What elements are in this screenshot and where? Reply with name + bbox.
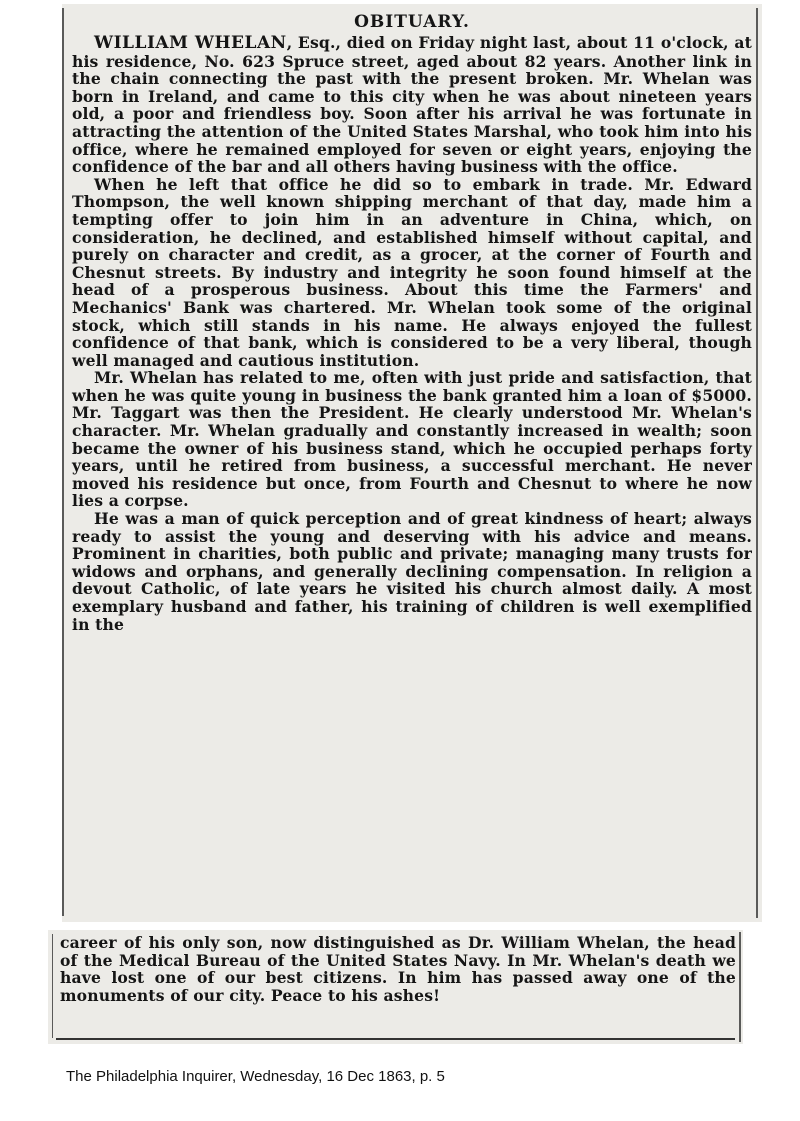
continuation-paragraph: career of his only son, now distinguished as Dr. William Whelan, the head of the Medical Bureau of the United States Navy. In Mr. Whelan's death we have lost one of our best citizens. In him has passed away one of the monuments of our city. Peace to his ashes! xyxy=(60,933,736,1005)
obituary-body xyxy=(72,12,752,633)
column-rule-right xyxy=(756,8,758,918)
deceased-name: WILLIAM WHELAN xyxy=(94,33,287,53)
continuation-body xyxy=(60,934,736,1004)
obituary-paragraph-2: When he left that office he did so to embark in trade. Mr. Edward Thompson, the well known shipping merchant of that day, made him a tempting offer to join him in an adventure in China, which, on consideration, he declined, and established himself without capital, and purely on character and credit, as a grocer, at the corner of Fourth and Chesnut streets. By industry and integrity he soon found himself at the head of a prosperous business. About this time the Farmers' and Mechanics' Bank was chartered. Mr. Whelan took some of the original stock, which still stands in his name. He always enjoyed the fullest confidence of that bank, which is considered to be a very liberal, though well managed and cautious institution. xyxy=(72,174,752,370)
column-rule-left xyxy=(62,8,64,916)
obituary-heading: OBITUARY. xyxy=(354,12,470,32)
obituary-clipping xyxy=(62,4,762,922)
obituary-paragraph-1 xyxy=(72,34,752,176)
obituary-clipping-continuation xyxy=(48,930,743,1044)
obituary-paragraph-3: Mr. Whelan has related to me, often with just pride and satisfaction, that when he was quite young in business the bank granted him a loan of $5000. Mr. Taggart was then the President. He clearly understood Mr. Whelan's character. Mr. Whelan gradually and constantly increased in wealth; soon became the owner of his business stand, which he occupied perhaps forty years, until he retired from business, a successful merchant. He never moved his residence but once, from Fourth and Chesnut to where he now lies a corpse. xyxy=(72,368,752,511)
article-end-rule xyxy=(56,1038,735,1040)
column-rule-left xyxy=(52,934,53,1038)
column-rule-right xyxy=(739,932,741,1042)
obituary-paragraph-4: He was a man of quick perception and of great kindness of heart; always ready to assist the young and deserving with his advice and means. Prominent in charities, both public and private; managing many trusts for widows and orphans, and generally declining compensation. In religion a devout Catholic, of late years he visited his church almost daily. A most exemplary husband and father, his training of children is well exemplified in the xyxy=(72,509,752,634)
paragraph-1-text: , Esq., died on Friday night last, about 11 o'clock, at his residence, No. 623 Spruce street, aged about 82 years. Another link in the chain connecting the past with the present broken. Mr. Whelan was born in Ireland, and came to this city when he was about nineteen years old, a poor and friendless boy. Soon after his arrival he was fortunate in attracting the attention of the United States Marshal, who took him into his office, where he remained employed for seven or eight years, enjoying the confidence of the bar and all others having business with the office. xyxy=(72,33,752,177)
source-caption: The Philadelphia Inquirer, Wednesday, 16 Dec 1863, p. 5 xyxy=(66,1068,445,1085)
